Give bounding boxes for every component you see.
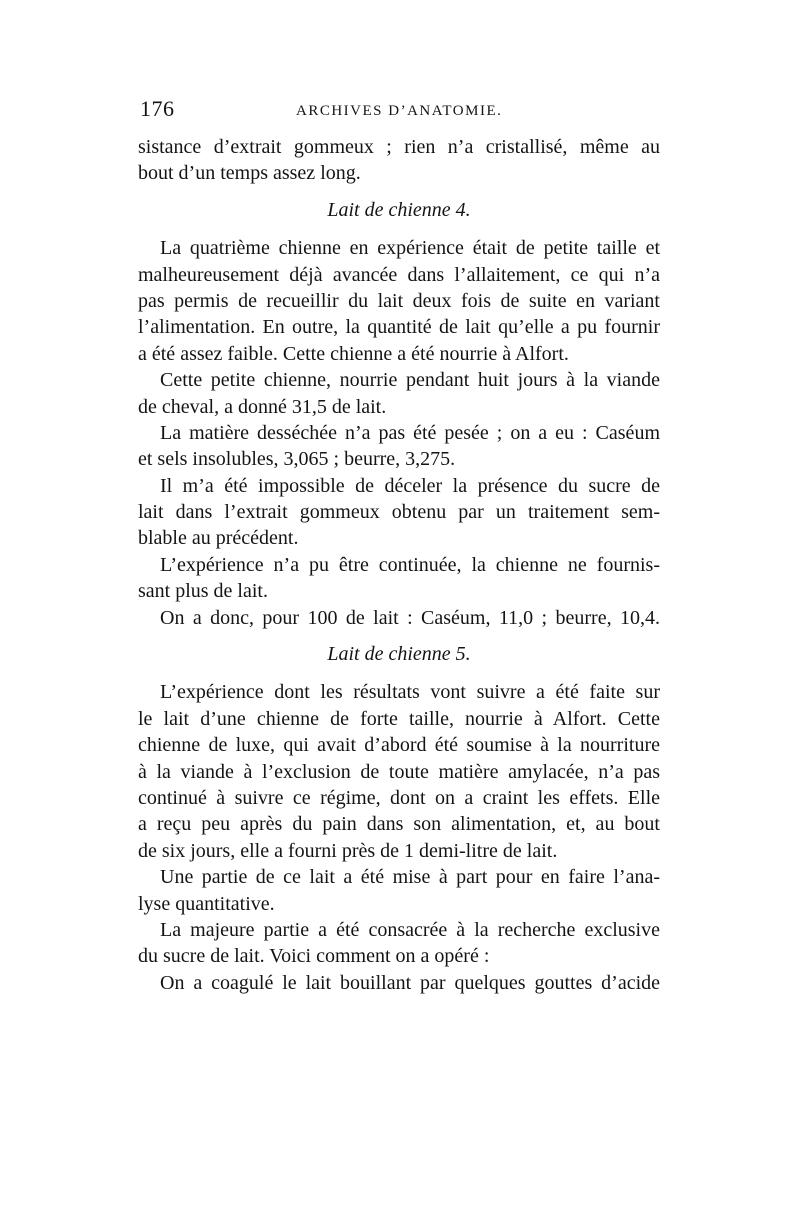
text-line: a été assez faible. Cette chienne a été nourrie à Alfort. xyxy=(138,342,569,365)
text-line: L’expérience dont les résultats vont suivre a été faite sur xyxy=(160,681,660,704)
page-number: 176 xyxy=(140,96,175,121)
text-line: du sucre de lait. Voici comment on a opéré : xyxy=(138,945,490,968)
running-title: ARCHIVES D’ANATOMIE. xyxy=(296,103,503,119)
body-text xyxy=(138,134,660,996)
text-line: La majeure partie a été consacrée à la recherche exclusive xyxy=(160,918,660,941)
text-line: On a donc, pour 100 de lait : Caséum, 11,0 ; beurre, 10,4. xyxy=(160,606,660,629)
text-line: blable au précédent. xyxy=(138,527,299,550)
section-heading: Lait de chienne 4. xyxy=(327,198,471,221)
text-line: La quatrième chienne en expérience était de petite taille et xyxy=(160,237,660,260)
text-line: Une partie de ce lait a été mise à part pour en faire l’ana- xyxy=(160,866,660,889)
section-heading: Lait de chienne 5. xyxy=(327,643,471,666)
text-line: le lait d’une chienne de forte taille, nourrie à Alfort. Cette xyxy=(138,707,660,730)
text-line: sant plus de lait. xyxy=(138,580,268,603)
text-line: à la viande à l’exclusion de toute matière amylacée, n’a pas xyxy=(138,760,660,783)
page-header xyxy=(138,96,670,126)
text-line: a reçu peu après du pain dans son alimentation, et, au bout xyxy=(138,813,660,836)
text-line: de cheval, a donné 31,5 de lait. xyxy=(138,395,387,418)
text-line: chienne de luxe, qui avait d’abord été soumise à la nourriture xyxy=(138,734,660,757)
text-line: et sels insolubles, 3,065 ; beurre, 3,275. xyxy=(138,448,456,471)
text-line: pas permis de recueillir du lait deux fois de suite en variant xyxy=(138,289,660,312)
text-line: Il m’a été impossible de déceler la présence du sucre de xyxy=(160,474,660,497)
text-line: malheureusement déjà avancée dans l’allaitement, ce qui n’a xyxy=(138,263,660,286)
text-line: bout d’un temps assez long. xyxy=(138,162,361,185)
text-line: sistance d’extrait gommeux ; rien n’a cristallisé, même au xyxy=(138,136,660,158)
text-line: On a coagulé le lait bouillant par quelques gouttes d’acide xyxy=(160,971,660,994)
text-line: La matière desséchée n’a pas été pesée ; on a eu : Caséum xyxy=(160,421,660,444)
text-line: L’expérience n’a pu être continuée, la chienne ne fournis- xyxy=(160,553,660,576)
text-line: continué à suivre ce régime, dont on a craint les effets. Elle xyxy=(138,786,660,809)
text-line: lyse quantitative. xyxy=(138,892,275,915)
text-line: l’alimentation. En outre, la quantité de lait qu’elle a pu fournir xyxy=(138,316,660,339)
text-line: de six jours, elle a fourni près de 1 demi-litre de lait. xyxy=(138,839,558,862)
text-line: Cette petite chienne, nourrie pendant huit jours à la viande xyxy=(160,369,660,392)
text-line: lait dans l’extrait gommeux obtenu par un traitement sem- xyxy=(138,501,660,524)
